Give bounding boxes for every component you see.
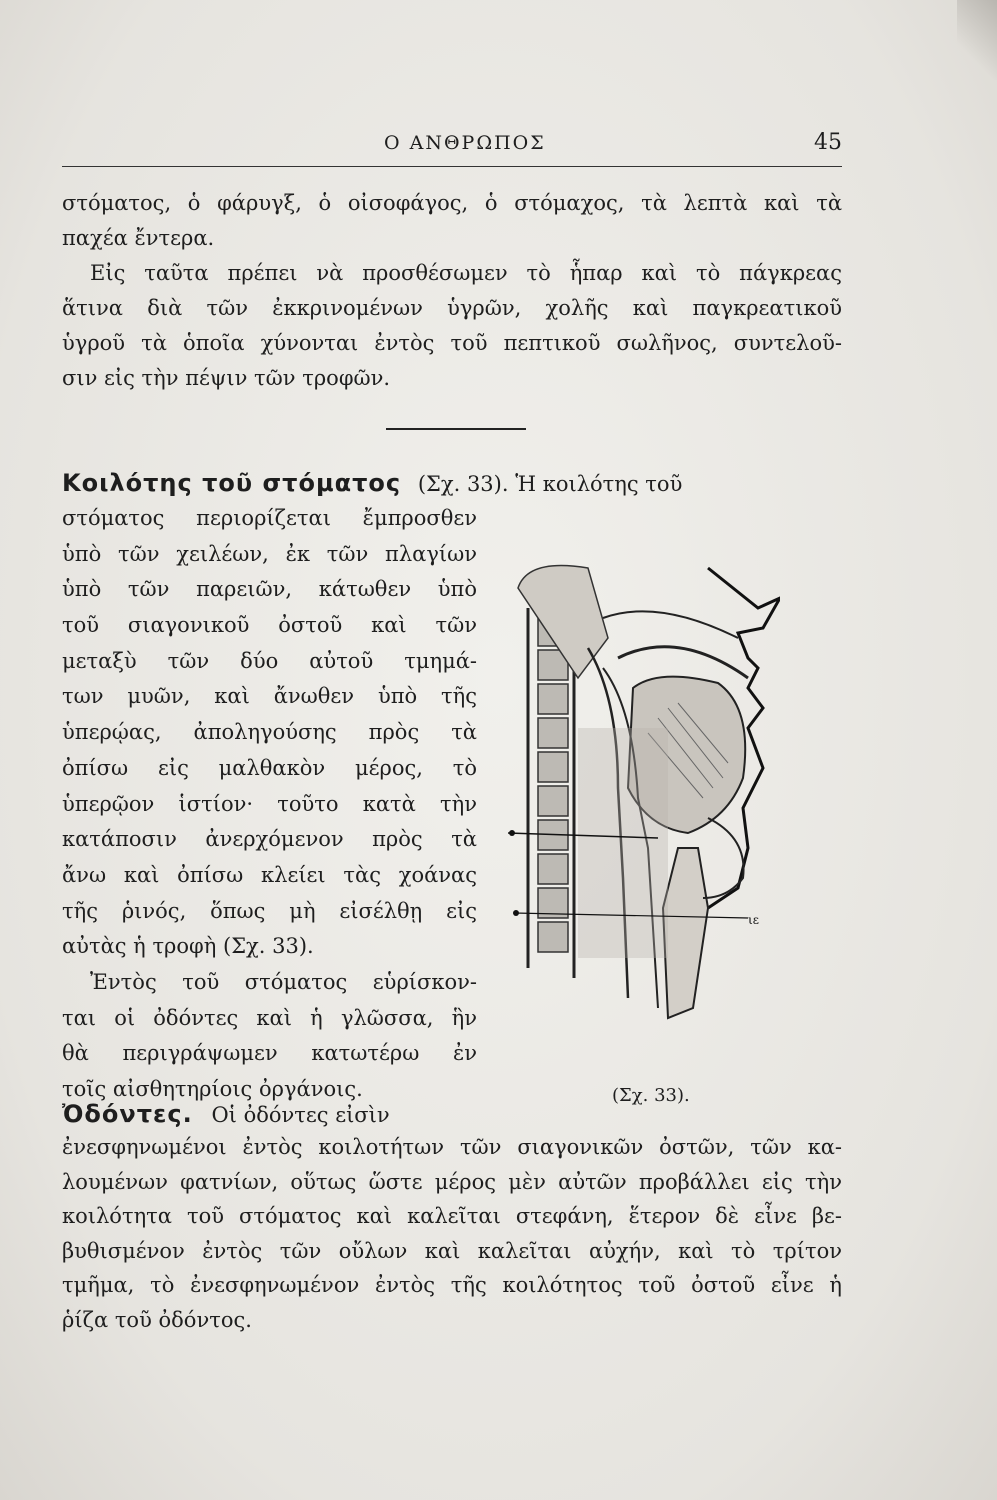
running-header <box>62 128 842 168</box>
page-corner-shadow <box>957 0 997 80</box>
text-line: τῆς ῥινός, ὅπως μὴ εἰσέλθῃ εἰς <box>62 898 477 923</box>
text-line: ὑπερῷον ἱστίον· τοῦτο κατὰ τὴν <box>62 791 477 816</box>
text-line: ὑγροῦ τὰ ὁποῖα χύνονται ἐντὸς τοῦ πεπτικοῦ σωλῆνος, συντελοῦ- <box>62 331 842 355</box>
text-line: ἄνω καὶ ὀπίσω κλείει τὰς χοάνας <box>62 862 477 887</box>
section-heading-mouth: Κοιλότης τοῦ στόματος <box>62 469 402 497</box>
text-line: τοῦ σιαγονικοῦ ὀστοῦ καὶ τῶν <box>62 613 477 638</box>
mouth-heading-line <box>62 466 842 502</box>
text-line: ὑπὸ τῶν χειλέων, ἐκ τῶν πλαγίων <box>62 541 477 566</box>
text-line: στόματος, ὁ φάρυγξ, ὁ οἰσοφάγος, ὁ στόμαχος, τὰ λεπτὰ καὶ τὰ <box>62 191 842 215</box>
text-line: Εἰς ταῦτα πρέπει νὰ προσθέσωμεν τὸ ἧπαρ καὶ τὸ πάγκρεας <box>90 261 842 285</box>
intro-paragraph <box>62 186 842 396</box>
text-line: ται οἱ ὀδόντες καὶ ἡ γλῶσσα, ἣν <box>62 1005 477 1030</box>
text-line: αὐτὰς ἡ τροφὴ (Σχ. 33). <box>62 934 314 959</box>
mouth-paragraph <box>62 501 477 1108</box>
text-line: των μυῶν, καὶ ἄνωθεν ὑπὸ τῆς <box>62 684 477 709</box>
section-separator <box>386 428 526 430</box>
text-line: κοιλότητα τοῦ στόματος καὶ καλεῖται στεφάνη, ἕτερον δὲ εἶνε βε- <box>62 1204 842 1228</box>
teeth-heading-line <box>62 1097 477 1132</box>
text-line: σιν εἰς τὴν πέψιν τῶν τροφῶν. <box>62 366 391 390</box>
text-line: παχέα ἔντερα. <box>62 226 215 250</box>
text-line: στόματος περιορίζεται ἔμπροσθεν <box>62 506 477 530</box>
heading-continuation: Οἱ ὀδόντες εἰσὶν <box>211 1103 390 1127</box>
figure-label-right: ιε <box>748 913 759 927</box>
text-line: θὰ περιγράψωμεν κατωτέρω ἐν <box>62 1041 477 1066</box>
text-line: τοῖς αἰσθητηρίοις ὀργάνοις. <box>62 1077 363 1101</box>
sagittal-head-illustration <box>508 548 780 1076</box>
header-rule <box>62 166 842 167</box>
text-line: λουμένων φατνίων, οὕτως ὥστε μέρος μὲν αὐτῶν προβάλλει εἰς τὴν <box>62 1169 842 1194</box>
section-heading-teeth: Ὀδόντες. <box>62 1100 193 1128</box>
text-line: κατάποσιν ἀνερχόμενον πρὸς τὰ <box>62 827 477 852</box>
text-line: ἅτινα διὰ τῶν ἐκκρινομένων ὑγρῶν, χολῆς καὶ παγκρεατικοῦ <box>62 296 842 320</box>
text-line: ὀπίσω εἰς μαλθακὸν μέρος, τὸ <box>62 755 477 780</box>
page-number: 45 <box>814 130 842 155</box>
text-line: ὑπερῴας, ἀποληγούσης πρὸς τὰ <box>62 720 477 745</box>
text-line: ὑπὸ τῶν παρειῶν, κάτωθεν ὑπὸ <box>62 577 477 602</box>
text-line: Ἐντὸς τοῦ στόματος εὑρίσκον- <box>90 969 477 994</box>
text-line: ἐνεσφηνωμένοι ἐντὸς κοιλοτήτων τῶν σιαγονικῶν ὀστῶν, τῶν κα- <box>62 1135 842 1159</box>
text-line: μεταξὺ τῶν δύο αὐτοῦ τμημά- <box>62 648 477 673</box>
spine-illustration <box>538 618 568 952</box>
running-title: Ο ΑΝΘΡΩΠΟΣ <box>384 132 546 154</box>
teeth-paragraph <box>62 1130 842 1337</box>
text-line: ῥίζα τοῦ ὀδόντος. <box>62 1307 252 1332</box>
text-line: βυθισμένον ἐντὸς τῶν οὔλων καὶ καλεῖται αὐχήν, καὶ τὸ τρίτον <box>62 1238 842 1263</box>
figure-caption: (Σχ. 33). <box>612 1085 690 1106</box>
heading-continuation: (Σχ. 33). Ἡ κοιλότης τοῦ <box>417 472 683 496</box>
text-line: τμῆμα, τὸ ἐνεσφηνωμένον ἐντὸς τῆς κοιλότητος τοῦ ὀστοῦ εἶνε ἡ <box>62 1273 842 1297</box>
